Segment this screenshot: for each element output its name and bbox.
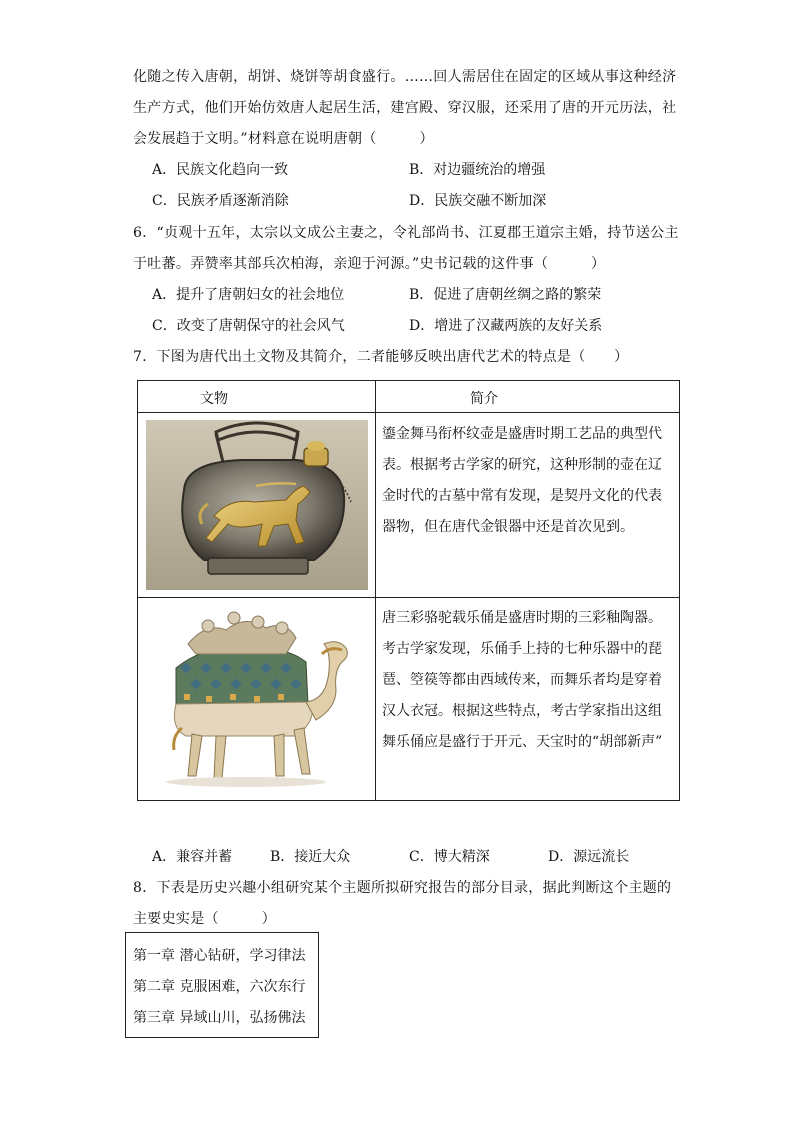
q6-option-a[interactable]: A．提升了唐朝妇女的社会地位 <box>152 287 345 303</box>
intro-text-sancai-camel: 唐三彩骆驼载乐俑是盛唐时期的三彩釉陶器。考古学家发现，乐俑手上持的七种乐器中的琵琶、箜篌等都由西域传来，而舞乐者均是穿着汉人衣冠。根据这些特点，考古学家指出这组舞乐俑应是盛行于开元、天宝时的“胡部新声” <box>382 610 663 750</box>
table-row-divider <box>138 597 679 598</box>
header-artifact: 文物 <box>200 391 228 407</box>
gilt-horse-pot-image <box>146 420 368 590</box>
intro-text-gilt-pot: 鎏金舞马衔杯纹壶是盛唐时期工艺品的典型代表。根据考古学家的研究，这种形制的壶在辽金时代的古墓中常有发现，是契丹文化的代表器物，但在唐代金银器中还是首次见到。 <box>382 426 662 535</box>
q5-option-a[interactable]: A．民族文化趋向一致 <box>152 162 289 178</box>
toc-chapter-2: 第二章 克服困难，六次东行 <box>133 979 306 995</box>
q7-stem: 7．下图为唐代出土文物及其简介，二者能够反映出唐代艺术的特点是（ ） <box>133 349 629 365</box>
q5-line-2: 生产方式，他们开始仿效唐人起居生活，建宫殿、穿汉服，还采用了唐的开元历法，社 <box>133 100 677 116</box>
q5-option-d[interactable]: D．民族交融不断加深 <box>409 193 547 209</box>
q5-line-1: 化随之传入唐朝，胡饼、烧饼等胡食盛行。……回人需居住在固定的区域从事这种经济 <box>133 69 677 85</box>
table-column-divider <box>375 381 376 800</box>
q7-option-a[interactable]: A．兼容并蓄 <box>152 849 233 865</box>
q5-option-c[interactable]: C．民族矛盾逐渐消除 <box>152 193 289 209</box>
q8-line-2: 主要史实是（ ） <box>133 911 276 927</box>
header-intro: 简介 <box>470 391 498 407</box>
q6-option-d[interactable]: D．增进了汉藏两族的友好关系 <box>409 318 603 334</box>
toc-chapter-3: 第三章 异域山川，弘扬佛法 <box>133 1010 306 1026</box>
q6-option-c[interactable]: C．改变了唐朝保守的社会风气 <box>152 318 345 334</box>
report-toc-table <box>125 932 319 1038</box>
q5-line-3: 会发展趋于文明。”材料意在说明唐朝（ ） <box>133 131 434 147</box>
q6-line-2: 于吐蕃。弄赞率其部兵次柏海，亲迎于河源。”史书记载的这件事（ ） <box>133 256 606 272</box>
sancai-camel-image <box>146 604 368 794</box>
q5-option-b[interactable]: B．对边疆统治的增强 <box>409 162 546 178</box>
q7-option-c[interactable]: C．博大精深 <box>409 849 490 865</box>
artifact-table <box>137 380 680 801</box>
q7-option-d[interactable]: D．源远流长 <box>548 849 630 865</box>
q6-option-b[interactable]: B．促进了唐朝丝绸之路的繁荣 <box>409 287 602 303</box>
q6-line-1: 6．“贞观十五年，太宗以文成公主妻之，令礼部尚书、江夏郡王道宗主婚，持节送公主 <box>133 225 679 241</box>
q8-line-1: 8．下表是历史兴趣小组研究某个主题所拟研究报告的部分目录，据此判断这个主题的 <box>133 880 672 896</box>
toc-chapter-1: 第一章 潜心钻研，学习律法 <box>133 948 306 964</box>
q7-option-b[interactable]: B．接近大众 <box>270 849 351 865</box>
